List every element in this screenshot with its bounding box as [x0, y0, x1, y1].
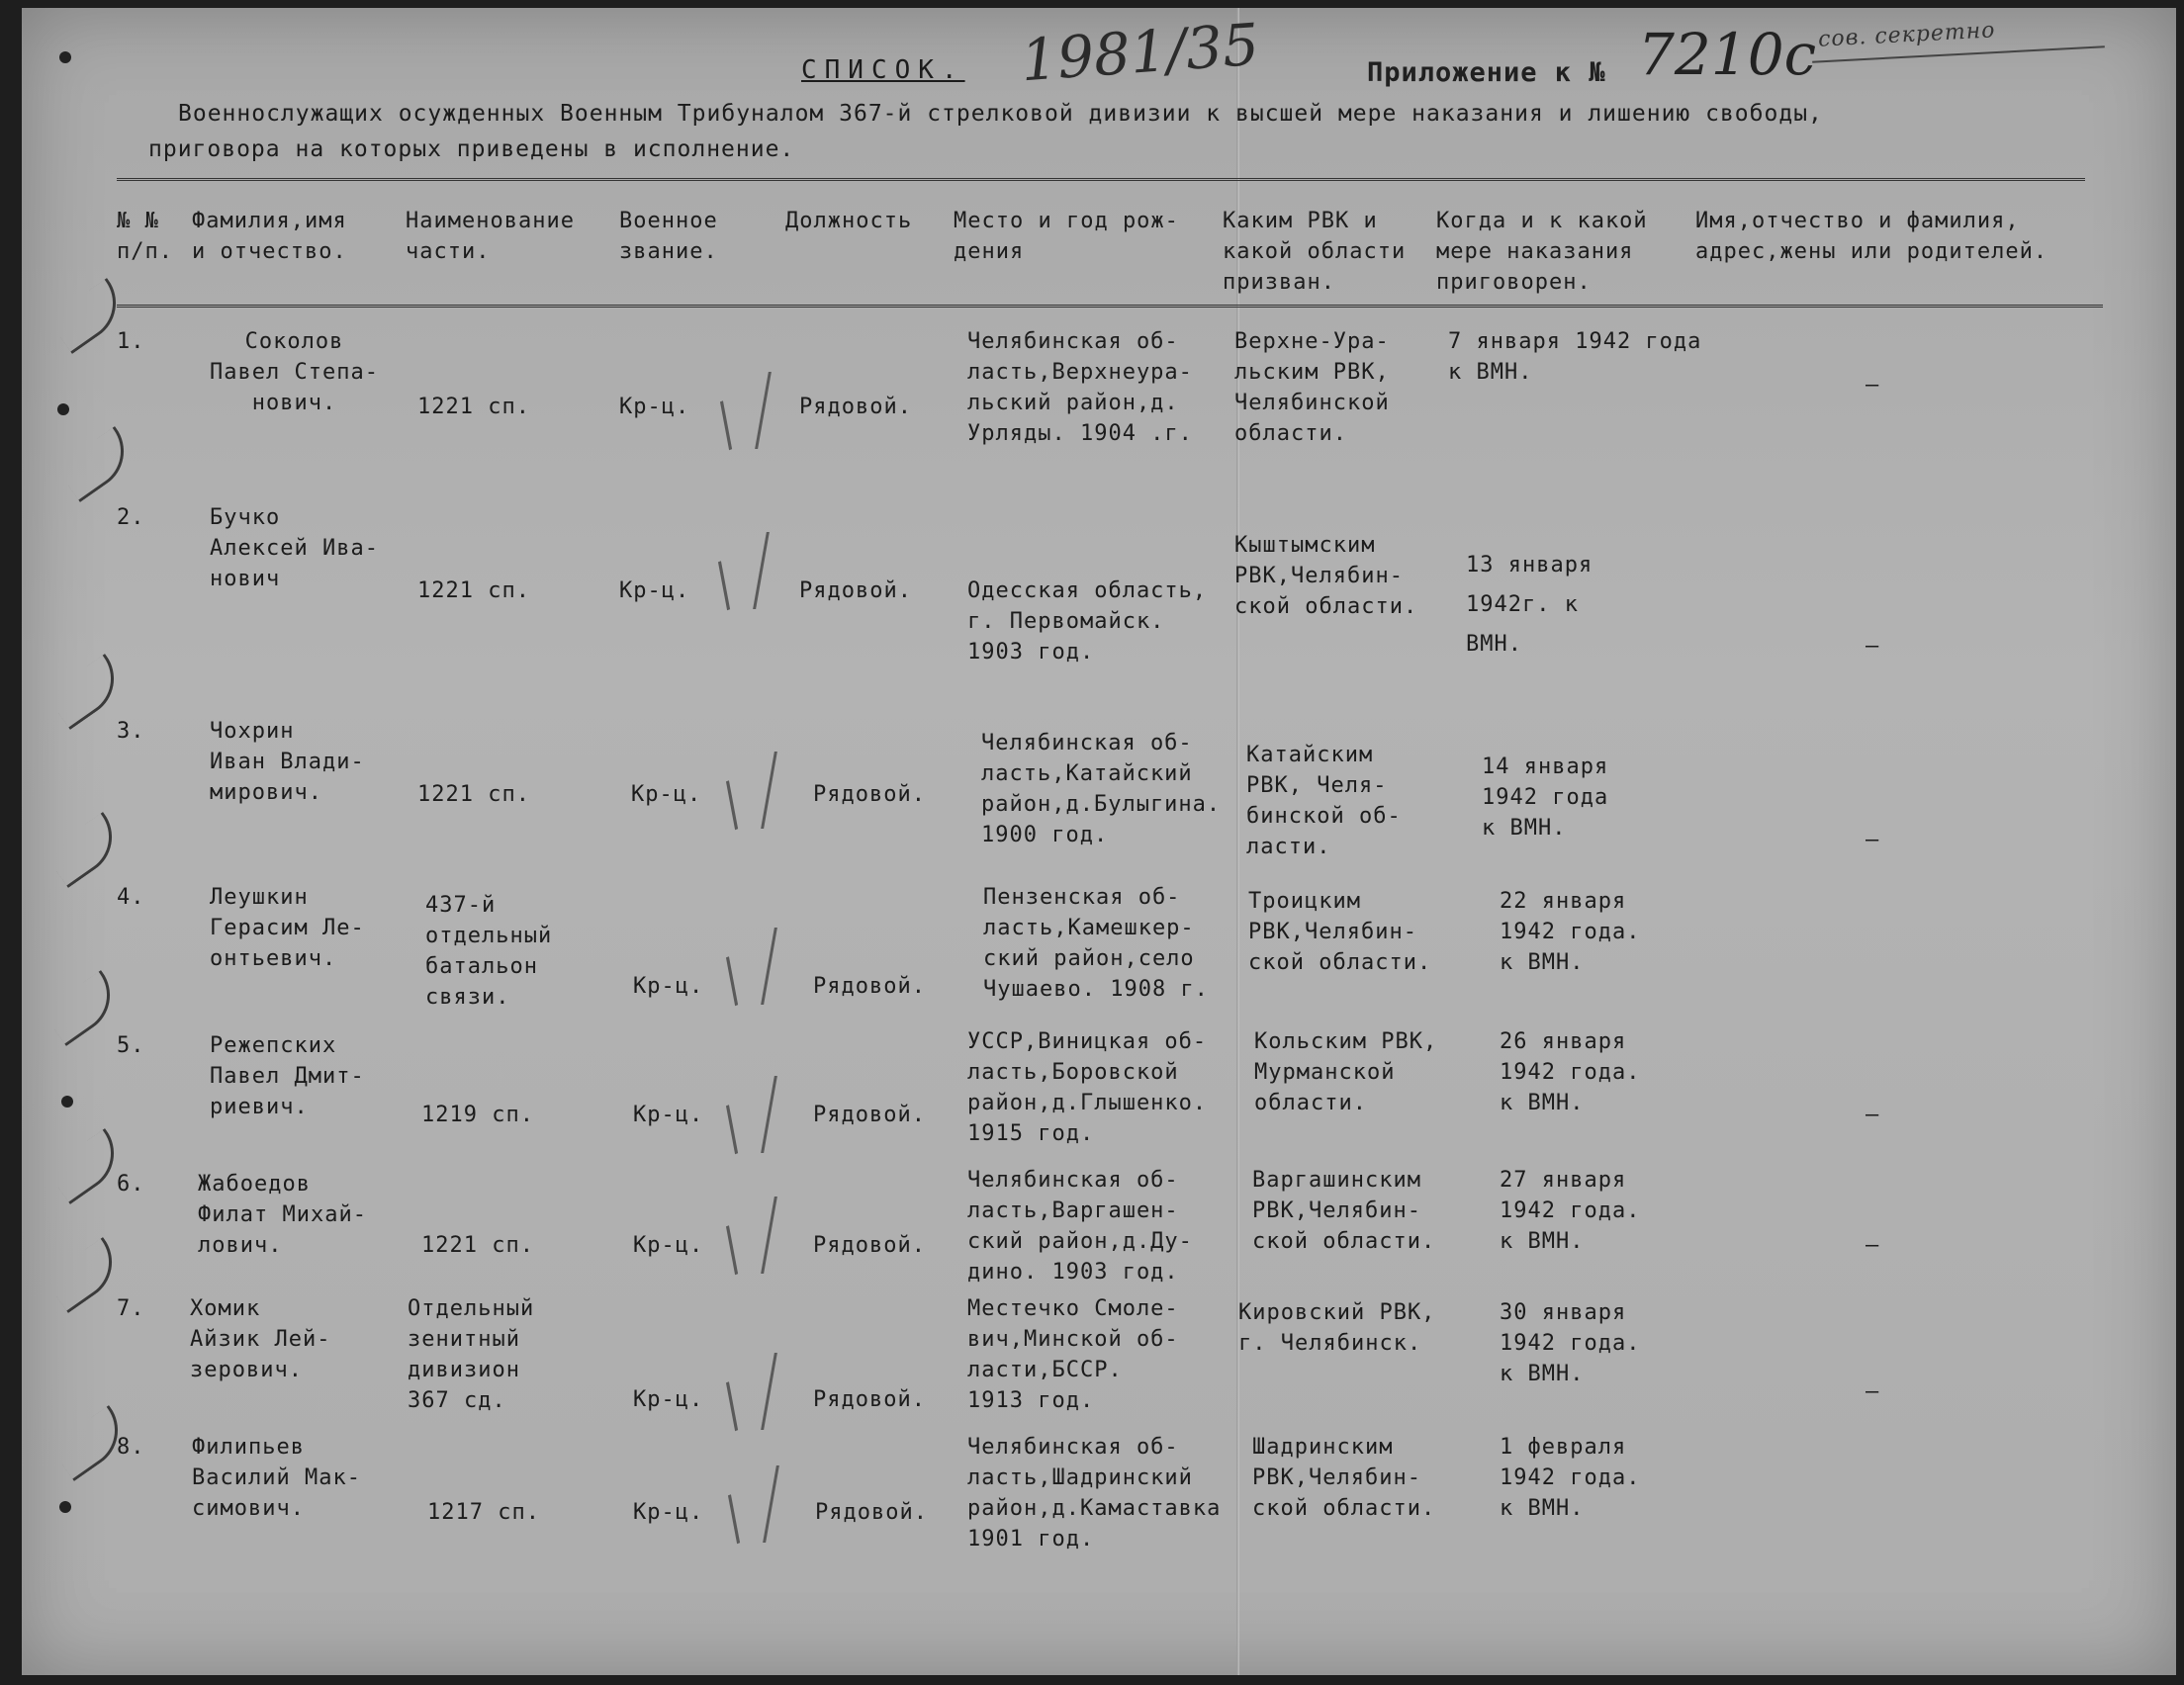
column-header-sentence: Когда и к какой мере наказания приговорен. [1436, 209, 1648, 295]
military-rank: Кр-ц. [633, 974, 704, 999]
birth-place: Челябинская об- ласть,Верхнеура- льский район,д. Урляды. 1904 .г. [967, 329, 1193, 446]
birth-place: Челябинская об- ласть,Шадринский район,д.Камаставка 1901 год. [967, 1435, 1222, 1552]
row-number: 7. [117, 1296, 145, 1321]
intro-line-2: приговора на которых приведены в исполнение. [148, 136, 795, 162]
person-name: Леушкин Герасим Ле- онтьевич. [210, 885, 365, 971]
person-name: Соколов Павел Степа- нович. [210, 329, 379, 415]
draft-office: Катайским РВК, Челя- бинской об- ласти. [1246, 743, 1402, 859]
relatives: — [1866, 634, 1880, 659]
draft-office: Варгашинским РВК,Челябин- ской области. [1252, 1168, 1436, 1254]
punch-hole [61, 1096, 73, 1108]
sentence: 22 января 1942 года. к ВМН. [1500, 889, 1641, 975]
military-rank: Кр-ц. [633, 1387, 704, 1412]
column-header-number: № № п/п. [117, 209, 173, 264]
sentence: 7 января 1942 года к ВМН. [1448, 329, 1702, 385]
table-header-rule [117, 305, 2103, 308]
birth-place: Пензенская об- ласть,Камешкер- ский район,село Чушаево. 1908 г. [983, 885, 1209, 1002]
row-number: 5. [117, 1033, 145, 1058]
sentence: 27 января 1942 года. к ВМН. [1500, 1168, 1641, 1254]
position: Рядовой. [813, 1103, 926, 1127]
sentence: 14 января 1942 года к ВМН. [1482, 754, 1609, 841]
birth-place: УССР,Виницкая об- ласть,Боровской район,д.Глышенко. 1915 год. [967, 1029, 1208, 1146]
position: Рядовой. [815, 1500, 928, 1525]
column-header-birth: Место и год рож- дения [954, 209, 1179, 264]
position: Рядовой. [799, 578, 912, 603]
draft-office: Шадринским РВК,Челябин- ской области. [1252, 1435, 1436, 1521]
column-header-unit: Наименование части. [406, 209, 575, 264]
unit-name: Отдельный зенитный дивизион 367 сд. [408, 1296, 535, 1413]
draft-office: Троицким РВК,Челябин- ской области. [1248, 889, 1432, 975]
military-rank: Кр-ц. [631, 782, 702, 807]
table-top-rule [117, 178, 2085, 181]
person-name: Бучко Алексей Ива- нович [210, 505, 379, 591]
row-number: 8. [117, 1435, 145, 1460]
secrecy-note: сов. секретно [1817, 18, 1997, 52]
punch-hole [57, 403, 69, 415]
birth-place: Челябинская об- ласть,Катайский район,д.Булыгина. 1900 год. [981, 731, 1222, 847]
sentence: 13 января 1942г. к ВМН. [1466, 553, 1593, 657]
document-sheet [22, 8, 2176, 1675]
relatives: — [1866, 828, 1880, 852]
unit-name: 1221 сп. [417, 578, 530, 603]
unit-name: 437-й отдельный батальон связи. [425, 893, 553, 1010]
column-header-position: Должность [785, 209, 913, 233]
birth-place: Местечко Смоле- вич,Минской об- ласти,БССР. 1913 год. [967, 1296, 1179, 1413]
military-rank: Кр-ц. [619, 578, 690, 603]
margin-check-icon [44, 812, 127, 888]
military-rank: Кр-ц. [619, 395, 690, 419]
relatives: — [1866, 373, 1880, 398]
unit-name: 1217 сп. [427, 1500, 540, 1525]
checkmark-icon [739, 1197, 777, 1274]
column-header-rank: Военное звание. [619, 209, 718, 264]
position: Рядовой. [813, 1387, 926, 1412]
sentence: 26 января 1942 года. к ВМН. [1500, 1029, 1641, 1115]
punch-hole [59, 1501, 71, 1513]
military-rank: Кр-ц. [633, 1500, 704, 1525]
row-number: 3. [117, 719, 145, 744]
draft-office: Кыштымским РВК,Челябин- ской области. [1234, 533, 1418, 619]
position: Рядовой. [813, 974, 926, 999]
row-number: 6. [117, 1172, 145, 1197]
sentence: 1 февраля 1942 года. к ВМН. [1500, 1435, 1641, 1521]
sentence: 30 января 1942 года. к ВМН. [1500, 1300, 1641, 1386]
relatives: — [1866, 1233, 1880, 1258]
military-rank: Кр-ц. [633, 1233, 704, 1258]
relatives: — [1866, 1379, 1880, 1404]
margin-check-icon [42, 970, 125, 1046]
checkmark-icon [741, 1465, 779, 1543]
column-header-relatives: Имя,отчество и фамилия, адрес,жены или родителей. [1695, 209, 2048, 264]
person-name: Чохрин Иван Влади- мирович. [210, 719, 365, 805]
checkmark-icon [739, 928, 777, 1005]
document-title: СПИСОК. [801, 55, 965, 85]
checkmark-icon [739, 1076, 777, 1153]
checkmark-icon [739, 752, 777, 829]
annex-label: Приложение к № [1367, 57, 1606, 88]
position: Рядовой. [813, 1233, 926, 1258]
unit-name: 1219 сп. [421, 1103, 534, 1127]
column-header-rvk: Каким РВК и какой области призван. [1223, 209, 1407, 295]
annex-number: 7210с [1638, 21, 1817, 88]
person-name: Жабоедов Филат Михай- лович. [198, 1172, 367, 1258]
intro-line-1: Военнослужащих осужденных Военным Трибуналом 367-й стрелковой дивизии к высшей мере наказания и лишению свободы, [178, 101, 1823, 127]
unit-name: 1221 сп. [421, 1233, 534, 1258]
unit-name: 1221 сп. [417, 395, 530, 419]
punch-hole [59, 51, 71, 63]
position: Рядовой. [799, 395, 912, 419]
birth-place: Челябинская об- ласть,Варгашен- ский район,д.Ду- дино. 1903 год. [967, 1168, 1193, 1285]
margin-check-icon [55, 426, 138, 502]
position: Рядовой. [813, 782, 926, 807]
birth-place: Одесская область, г. Первомайск. 1903 год. [967, 578, 1208, 665]
row-number: 4. [117, 885, 145, 910]
margin-check-icon [44, 1237, 127, 1313]
handwritten-number: 1981/35 [1018, 10, 1261, 95]
military-rank: Кр-ц. [633, 1103, 704, 1127]
draft-office: Кировский РВК, г. Челябинск. [1238, 1300, 1436, 1356]
person-name: Режепских Павел Дмит- риевич. [210, 1033, 365, 1119]
unit-name: 1221 сп. [417, 782, 530, 807]
draft-office: Кольским РВК, Мурманской области. [1254, 1029, 1438, 1115]
draft-office: Верхне-Ура- льским РВК, Челябинской области. [1234, 329, 1390, 446]
column-header-name: Фамилия,имя и отчество. [192, 209, 347, 264]
row-number: 2. [117, 505, 145, 530]
person-name: Филипьев Василий Мак- симович. [192, 1435, 361, 1521]
checkmark-icon [733, 372, 772, 449]
person-name: Хомик Айзик Лей- зерович. [190, 1296, 331, 1382]
checkmark-icon [739, 1353, 777, 1430]
row-number: 1. [117, 329, 145, 354]
relatives: — [1866, 1103, 1880, 1127]
checkmark-icon [731, 532, 770, 609]
